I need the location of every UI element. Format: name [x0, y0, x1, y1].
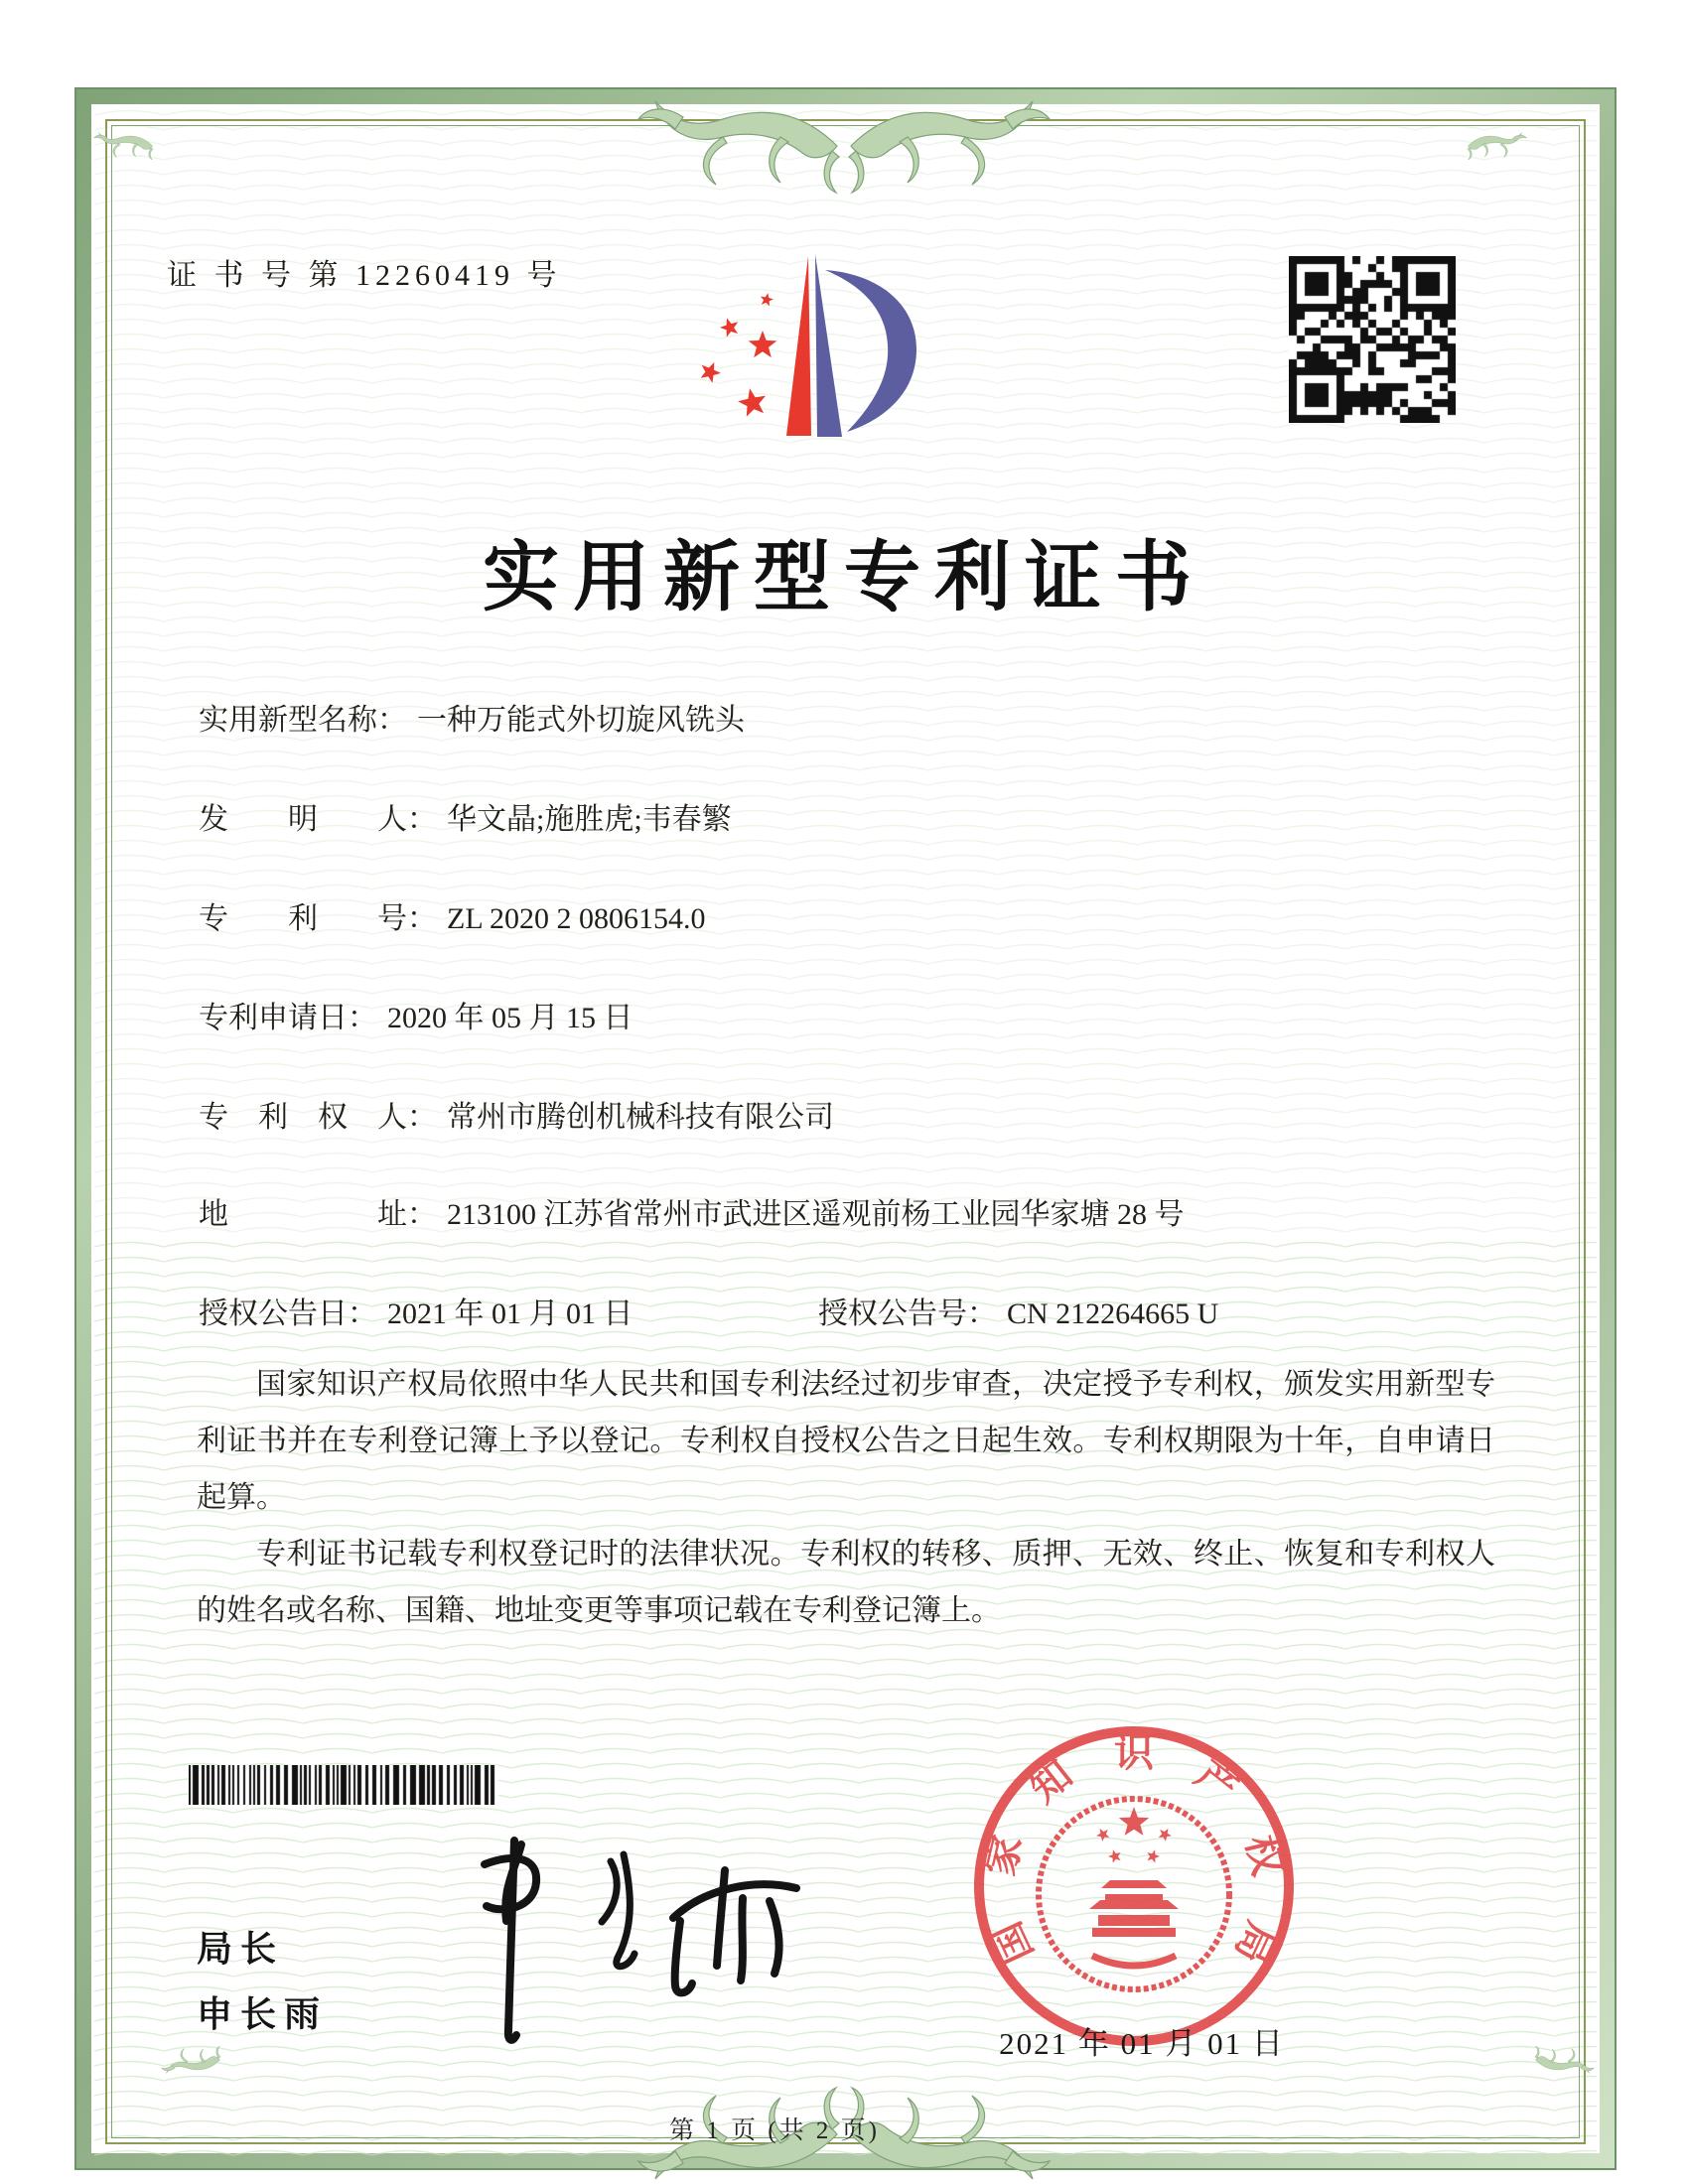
field-row-grant: [199, 1289, 1509, 1332]
certificate-number: 证 书 号 第 12260419 号: [167, 259, 562, 292]
svg-text:知: 知: [1021, 1751, 1081, 1812]
grant-date-label: 授权公告日：: [199, 1297, 377, 1330]
field-value: 华文晶;施胜虎;韦春繁: [447, 803, 732, 836]
top-right-corner-ornament: [1464, 111, 1593, 181]
field-row-patent-number: [199, 893, 1509, 937]
director-block: [197, 1916, 328, 2047]
seal-date: 2021 年 01 月 01 日: [999, 2026, 1285, 2061]
field-row-filing-date: [199, 993, 1509, 1036]
top-border-ornament: [626, 91, 1062, 201]
svg-text:局: 局: [1226, 1915, 1284, 1971]
field-label: 实用新型名称：: [199, 704, 407, 737]
field-row-address: [199, 1189, 1509, 1233]
grant-number-value: CN 212264665 U: [1007, 1297, 1219, 1330]
director-role-label: 局长: [197, 1928, 285, 1969]
field-value: 213100 江苏省常州市武进区遥观前杨工业园华家塘 28 号: [447, 1198, 1185, 1231]
svg-text:识: 识: [1114, 1730, 1154, 1775]
field-label: 专 利 权 人：: [199, 1101, 437, 1134]
field-row-patentee: [199, 1092, 1509, 1136]
field-value: 一种万能式外切旋风铣头: [417, 704, 745, 737]
certificate-title: 实用新型专利证书: [483, 535, 1205, 620]
grant-date-value: 2021 年 01 月 01 日: [387, 1297, 633, 1330]
field-value: ZL 2020 2 0806154.0: [447, 902, 706, 935]
cnipa-seal: [965, 1717, 1303, 2055]
field-label: 发 明 人：: [199, 803, 437, 836]
field-label: 专利申请日：: [199, 1002, 377, 1034]
svg-text:产: 产: [1187, 1751, 1247, 1812]
bottom-right-corner-ornament: [1464, 2025, 1593, 2095]
svg-text:国: 国: [984, 1915, 1042, 1971]
field-label: 地 址：: [199, 1198, 437, 1231]
svg-text:家: 家: [977, 1831, 1031, 1880]
top-left-corner-ornament: [95, 111, 224, 181]
director-name: 申长雨: [197, 1993, 329, 2034]
director-signature: [427, 1827, 824, 2060]
cnipa-logo-icon: [690, 246, 938, 445]
qr-code: [1289, 256, 1456, 423]
barcode: [189, 1765, 498, 1805]
field-row-inventors: [199, 794, 1509, 838]
field-value: 常州市腾创机械科技有限公司: [447, 1101, 834, 1134]
legal-text: [197, 1356, 1495, 1639]
field-label: 专 利 号：: [199, 902, 437, 935]
legal-paragraph-1: 国家知识产权局依照中华人民共和国专利法经过初步审查，决定授予专利权，颁发实用新型专利证书并在专利登记簿上予以登记。专利权自授权公告之日起生效。专利权期限为十年，自申请日起算。: [197, 1368, 1495, 1514]
field-row-name: [199, 695, 1509, 739]
grant-number-label: 授权公告号：: [818, 1297, 997, 1330]
page-footer: 第 1 页 (共 2 页): [669, 2117, 880, 2144]
field-value: 2020 年 05 月 15 日: [387, 1002, 633, 1034]
legal-paragraph-2: 专利证书记载专利权登记时的法律状况。专利权的转移、质押、无效、终止、恢复和专利权人的姓名或名称、国籍、地址变更等事项记载在专利登记簿上。: [197, 1538, 1495, 1627]
svg-text:权: 权: [1237, 1831, 1291, 1880]
